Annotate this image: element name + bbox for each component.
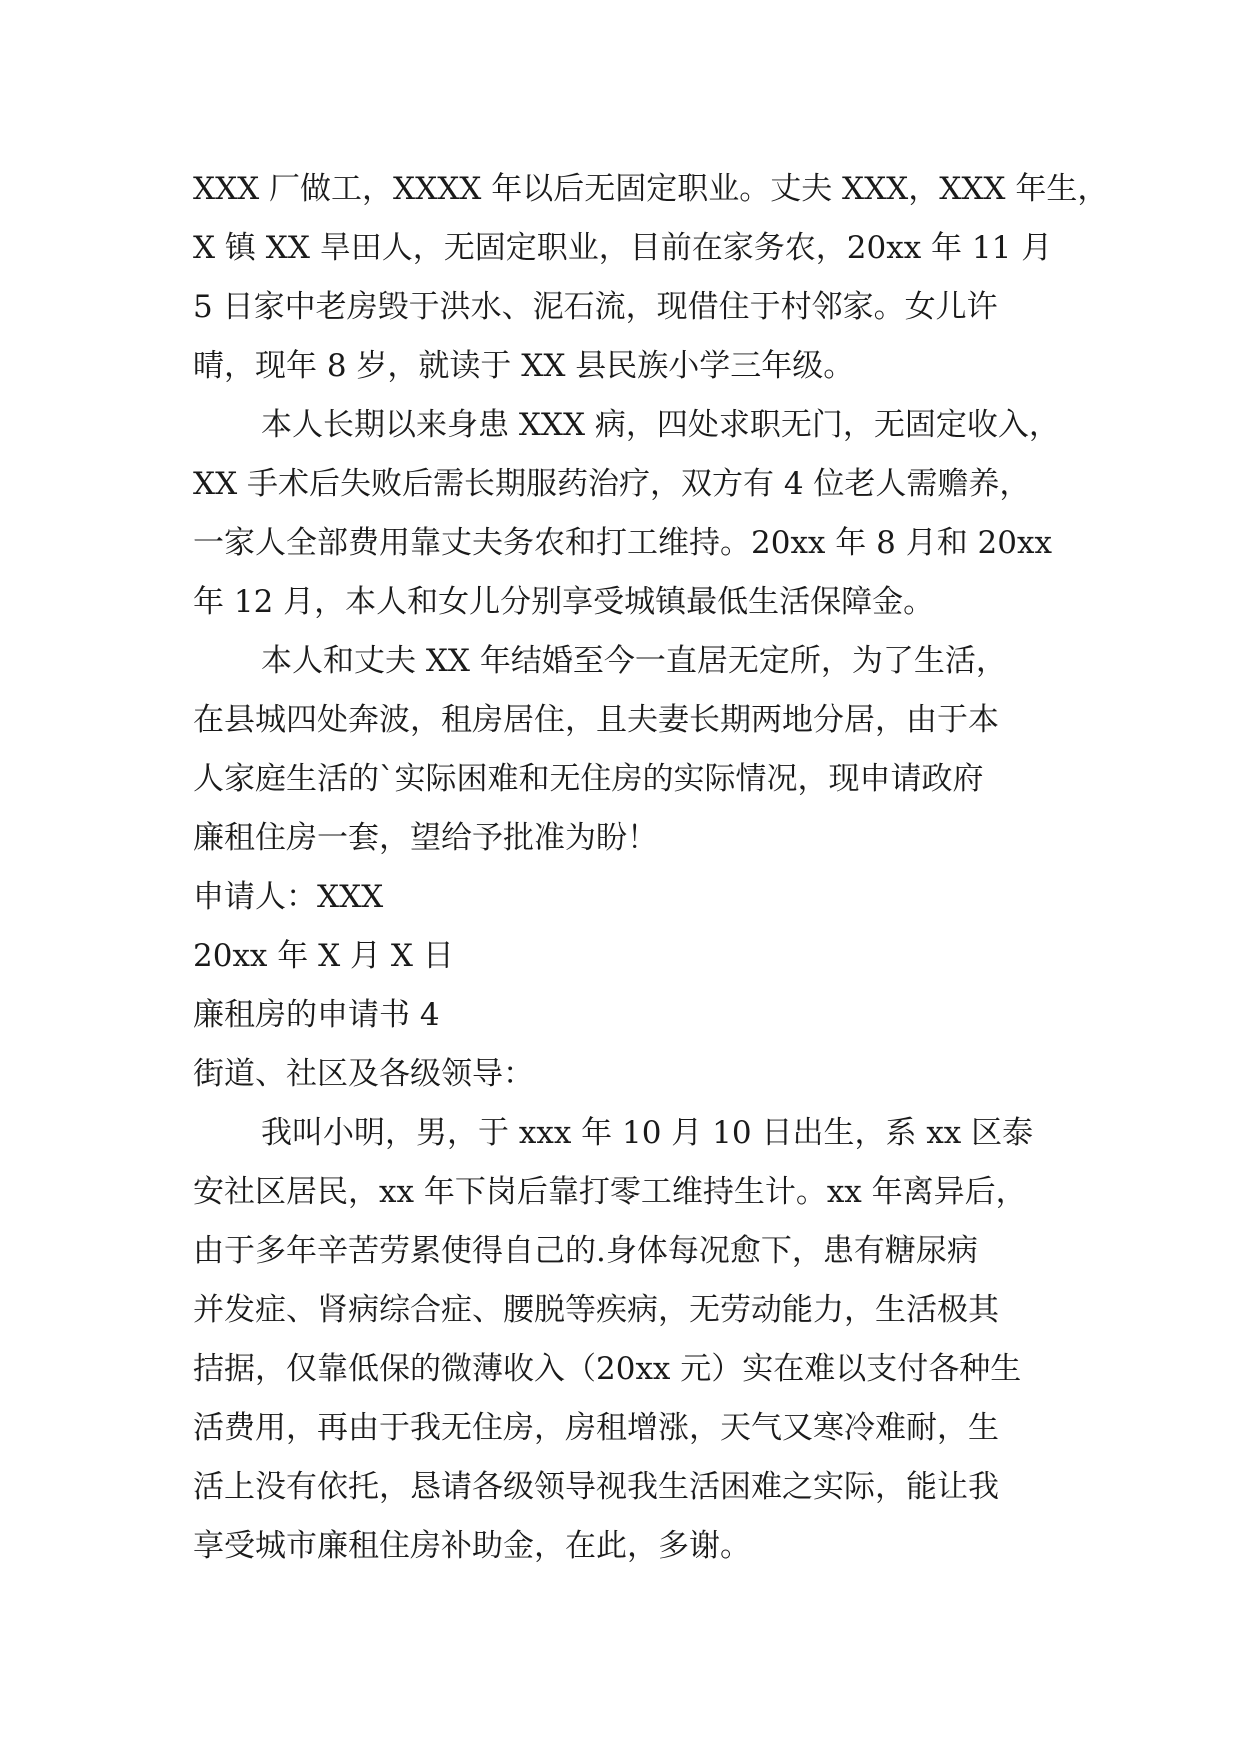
text-line: 由于多年辛苦劳累使得自己的.身体每况愈下，患有糖尿病 — [193, 1233, 978, 1269]
text-line: 并发症、肾病综合症、腰脱等疾病，无劳动能力，生活极其 — [193, 1292, 999, 1328]
text-line: 本人长期以来身患 XXX 病，四处求职无门，无固定收入， — [261, 407, 1060, 443]
text-line: 享受城市廉租住房补助金，在此，多谢。 — [193, 1528, 751, 1564]
paragraph-illness — [193, 396, 1060, 632]
section-title: 廉租房的申请书 4 — [193, 997, 440, 1033]
text-line: XX 手术后失败后需长期服药治疗，双方有 4 位老人需赡养， — [193, 466, 1031, 502]
salutation: 街道、社区及各级领导： — [193, 1056, 534, 1092]
text-line: 在县城四处奔波，租房居住，且夫妻长期两地分居，由于本 — [193, 702, 999, 738]
text-line: X 镇 XX 旱田人，无固定职业，目前在家务农，20xx 年 11 月 — [193, 230, 1053, 266]
text-line: 晴，现年 8 岁，就读于 XX 县民族小学三年级。 — [193, 348, 855, 384]
text-line: XXX 厂做工，XXXX 年以后无固定职业。丈夫 XXX，XXX 年生， — [193, 171, 1109, 207]
text-line: 廉租住房一套，望给予批准为盼！ — [193, 820, 658, 856]
text-line: 活费用，再由于我无住房，房租增涨，天气又寒冷难耐，生 — [193, 1410, 999, 1446]
text-line: 一家人全部费用靠丈夫务农和打工维持。20xx 年 8 月和 20xx — [193, 525, 1052, 561]
document-body — [193, 160, 1109, 1576]
text-line: 安社区居民，xx 年下岗后靠打零工维持生计。xx 年离异后， — [193, 1174, 1027, 1210]
signature-date: 20xx 年 X 月 X 日 — [193, 938, 454, 974]
paragraph-request — [193, 632, 1053, 868]
text-line: 活上没有依托，恳请各级领导视我生活困难之实际，能让我 — [193, 1469, 999, 1505]
paragraph-continued — [193, 160, 1109, 396]
paragraph-application — [193, 1104, 1053, 1576]
text-line: 5 日家中老房毁于洪水、泥石流，现借住于村邻家。女儿许 — [193, 289, 998, 325]
applicant-signature: 申请人：XXX — [193, 879, 384, 915]
text-line: 人家庭生活的`实际困难和无住房的实际情况，现申请政府 — [193, 761, 984, 797]
text-line: 年 12 月，本人和女儿分别享受城镇最低生活保障金。 — [193, 584, 935, 620]
text-line: 我叫小明，男，于 xxx 年 10 月 10 日出生，系 xx 区泰 — [261, 1115, 1034, 1151]
text-line: 本人和丈夫 XX 年结婚至今一直居无定所，为了生活， — [261, 643, 1007, 679]
text-line: 拮据，仅靠低保的微薄收入（20xx 元）实在难以支付各种生 — [193, 1351, 1022, 1387]
